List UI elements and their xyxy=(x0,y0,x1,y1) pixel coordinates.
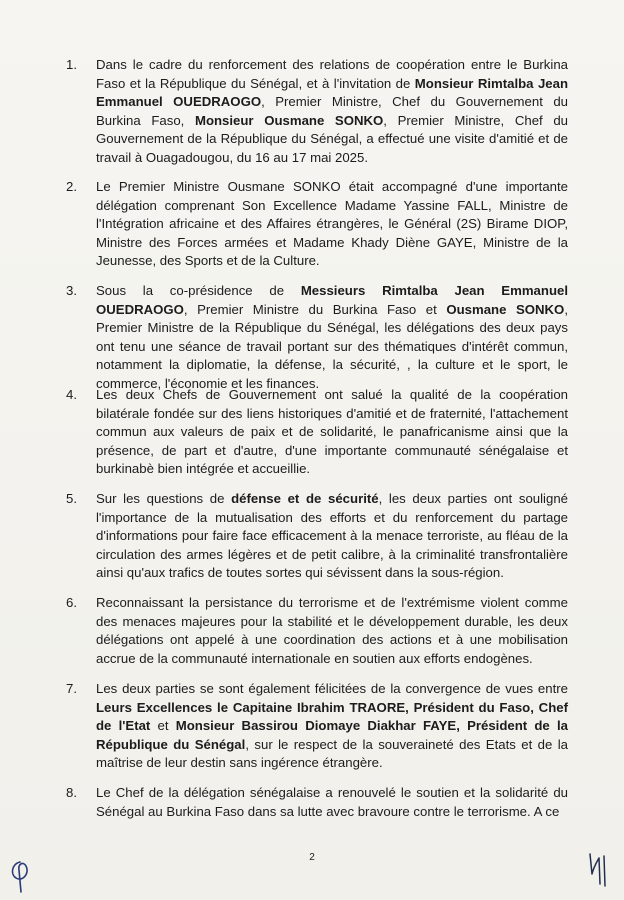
text-run: , Premier Ministre du Burkina Faso et xyxy=(183,301,447,317)
handwritten-initial-left-icon xyxy=(6,858,36,894)
text-run: Les deux parties se sont également félicitées de la convergence de vues entre xyxy=(96,681,568,696)
paragraph-number: 6. xyxy=(66,595,77,610)
paragraph-1 xyxy=(66,56,568,168)
text-run: Sur les questions de xyxy=(96,491,232,506)
paragraph-number: 8. xyxy=(66,785,77,800)
paragraph-text xyxy=(96,680,568,773)
paragraph-text xyxy=(96,282,568,394)
paragraph-text: Les deux Chefs de Gouvernement ont salué la qualité de la coopération bilatérale fondée sur des liens historiques d'amitié et de fraternité, l'attachement commun aux valeurs de paix et de solidarité, le panafricanisme ainsi que la présence, de part et d'autre, d'une importante communauté sénégalaise et burkinabè bien intégrée et accueillie. xyxy=(96,387,568,477)
paragraph-6 xyxy=(66,594,568,668)
paragraph-text: Reconnaissant la persistance du terrorisme et de l'extrémisme violent comme des menaces majeures pour la stabilité et le développement durable, les deux délégations ont appelé à une coordination des actions et à une mobilisation accrue de la communauté internationale en soutien aux efforts endogènes. xyxy=(96,595,568,666)
text-run-bold: Leurs Excellences le Capitaine Ibrahim TRAORE, Président du Faso, Chef de l'Etat xyxy=(96,699,568,734)
text-run: , Premier Ministre, Chef du Gouvernement du Burkina Faso, xyxy=(96,94,569,128)
paragraph-3 xyxy=(66,282,568,394)
paragraph-text: Le Premier Ministre Ousmane SONKO était accompagné d'une importante délégation comprenant Son Excellence Madame Yassine FALL, Ministre de l'Intégration africaine et des Affaires étrangères, le Général (2S) Birame DIOP, Ministre des Forces armées et Madame Khady Diène GAYE, Ministre de la Jeunesse, des Sports et de la Culture. xyxy=(96,179,568,269)
paragraph-7 xyxy=(66,680,568,773)
handwritten-initial-right-icon xyxy=(586,848,610,888)
text-run: , Premier Ministre de la République du Sénégal, les délégations des deux pays ont tenu une séance de travail portant sur des thématiques d'intérêt commun, notamment la diplomatie, la défense, la sécurité, , la culture et le sport, le commerce, l'économie et les finances. xyxy=(96,301,568,391)
text-run-bold: défense et de sécurité xyxy=(231,491,379,506)
paragraph-text xyxy=(96,490,568,583)
text-run: Sous la co-présidence de xyxy=(96,283,301,298)
paragraph-text xyxy=(96,56,568,168)
text-run-bold: Monsieur Rimtalba Jean Emmanuel OUEDRAOGO xyxy=(96,75,568,110)
text-run: et xyxy=(150,718,176,734)
paragraph-2 xyxy=(66,178,568,271)
paragraph-number: 7. xyxy=(66,681,77,696)
text-run-bold: Monsieur Ousmane SONKO xyxy=(194,112,384,128)
text-run: , sur le respect de la souveraineté des Etats et de la maîtrise de leur destin sans ingérence étrangère. xyxy=(96,736,568,771)
paragraph-number: 1. xyxy=(66,57,77,72)
paragraph-text: Le Chef de la délégation sénégalaise a renouvelé le soutien et la solidarité du Sénégal au Burkina Faso dans sa lutte avec bravoure contre le terrorisme. A ce xyxy=(96,785,568,819)
text-run-bold: Monsieur Bassirou Diomaye Diakhar FAYE, Président de la République du Sénégal xyxy=(96,718,568,752)
text-run: Dans le cadre du renforcement des relations de coopération entre le Burkina Faso et la République du Sénégal, et à l'invitation de xyxy=(96,57,568,91)
paragraph-number: 2. xyxy=(66,179,77,194)
paragraph-number: 3. xyxy=(66,283,77,298)
paragraph-number: 5. xyxy=(66,491,77,506)
page-number: 2 xyxy=(309,852,315,863)
paragraph-4 xyxy=(66,386,568,479)
paragraph-8 xyxy=(66,784,568,821)
paragraph-5 xyxy=(66,490,568,583)
text-run-bold: Ousmane SONKO xyxy=(446,301,565,317)
text-run: , les deux parties ont souligné l'importance de la mutualisation des efforts et du renforcement du partage d'informations pour faire face efficacement à la menace terroriste, au fléau de la circulation des armes légères et de petit calibre, à la criminalité transfrontalière ainsi qu'aux trafics de toutes sortes qui sévissent dans la sous-région. xyxy=(96,491,568,581)
paragraph-number: 4. xyxy=(66,387,77,402)
text-run: , Premier Ministre, Chef du Gouvernement de la République du Sénégal, a effectué une visite d'amitié et de travail à Ouagadougou, du 16 au 17 mai 2025. xyxy=(96,112,568,165)
text-run-bold: Messieurs Rimtalba Jean Emmanuel OUEDRAOGO xyxy=(96,283,568,317)
